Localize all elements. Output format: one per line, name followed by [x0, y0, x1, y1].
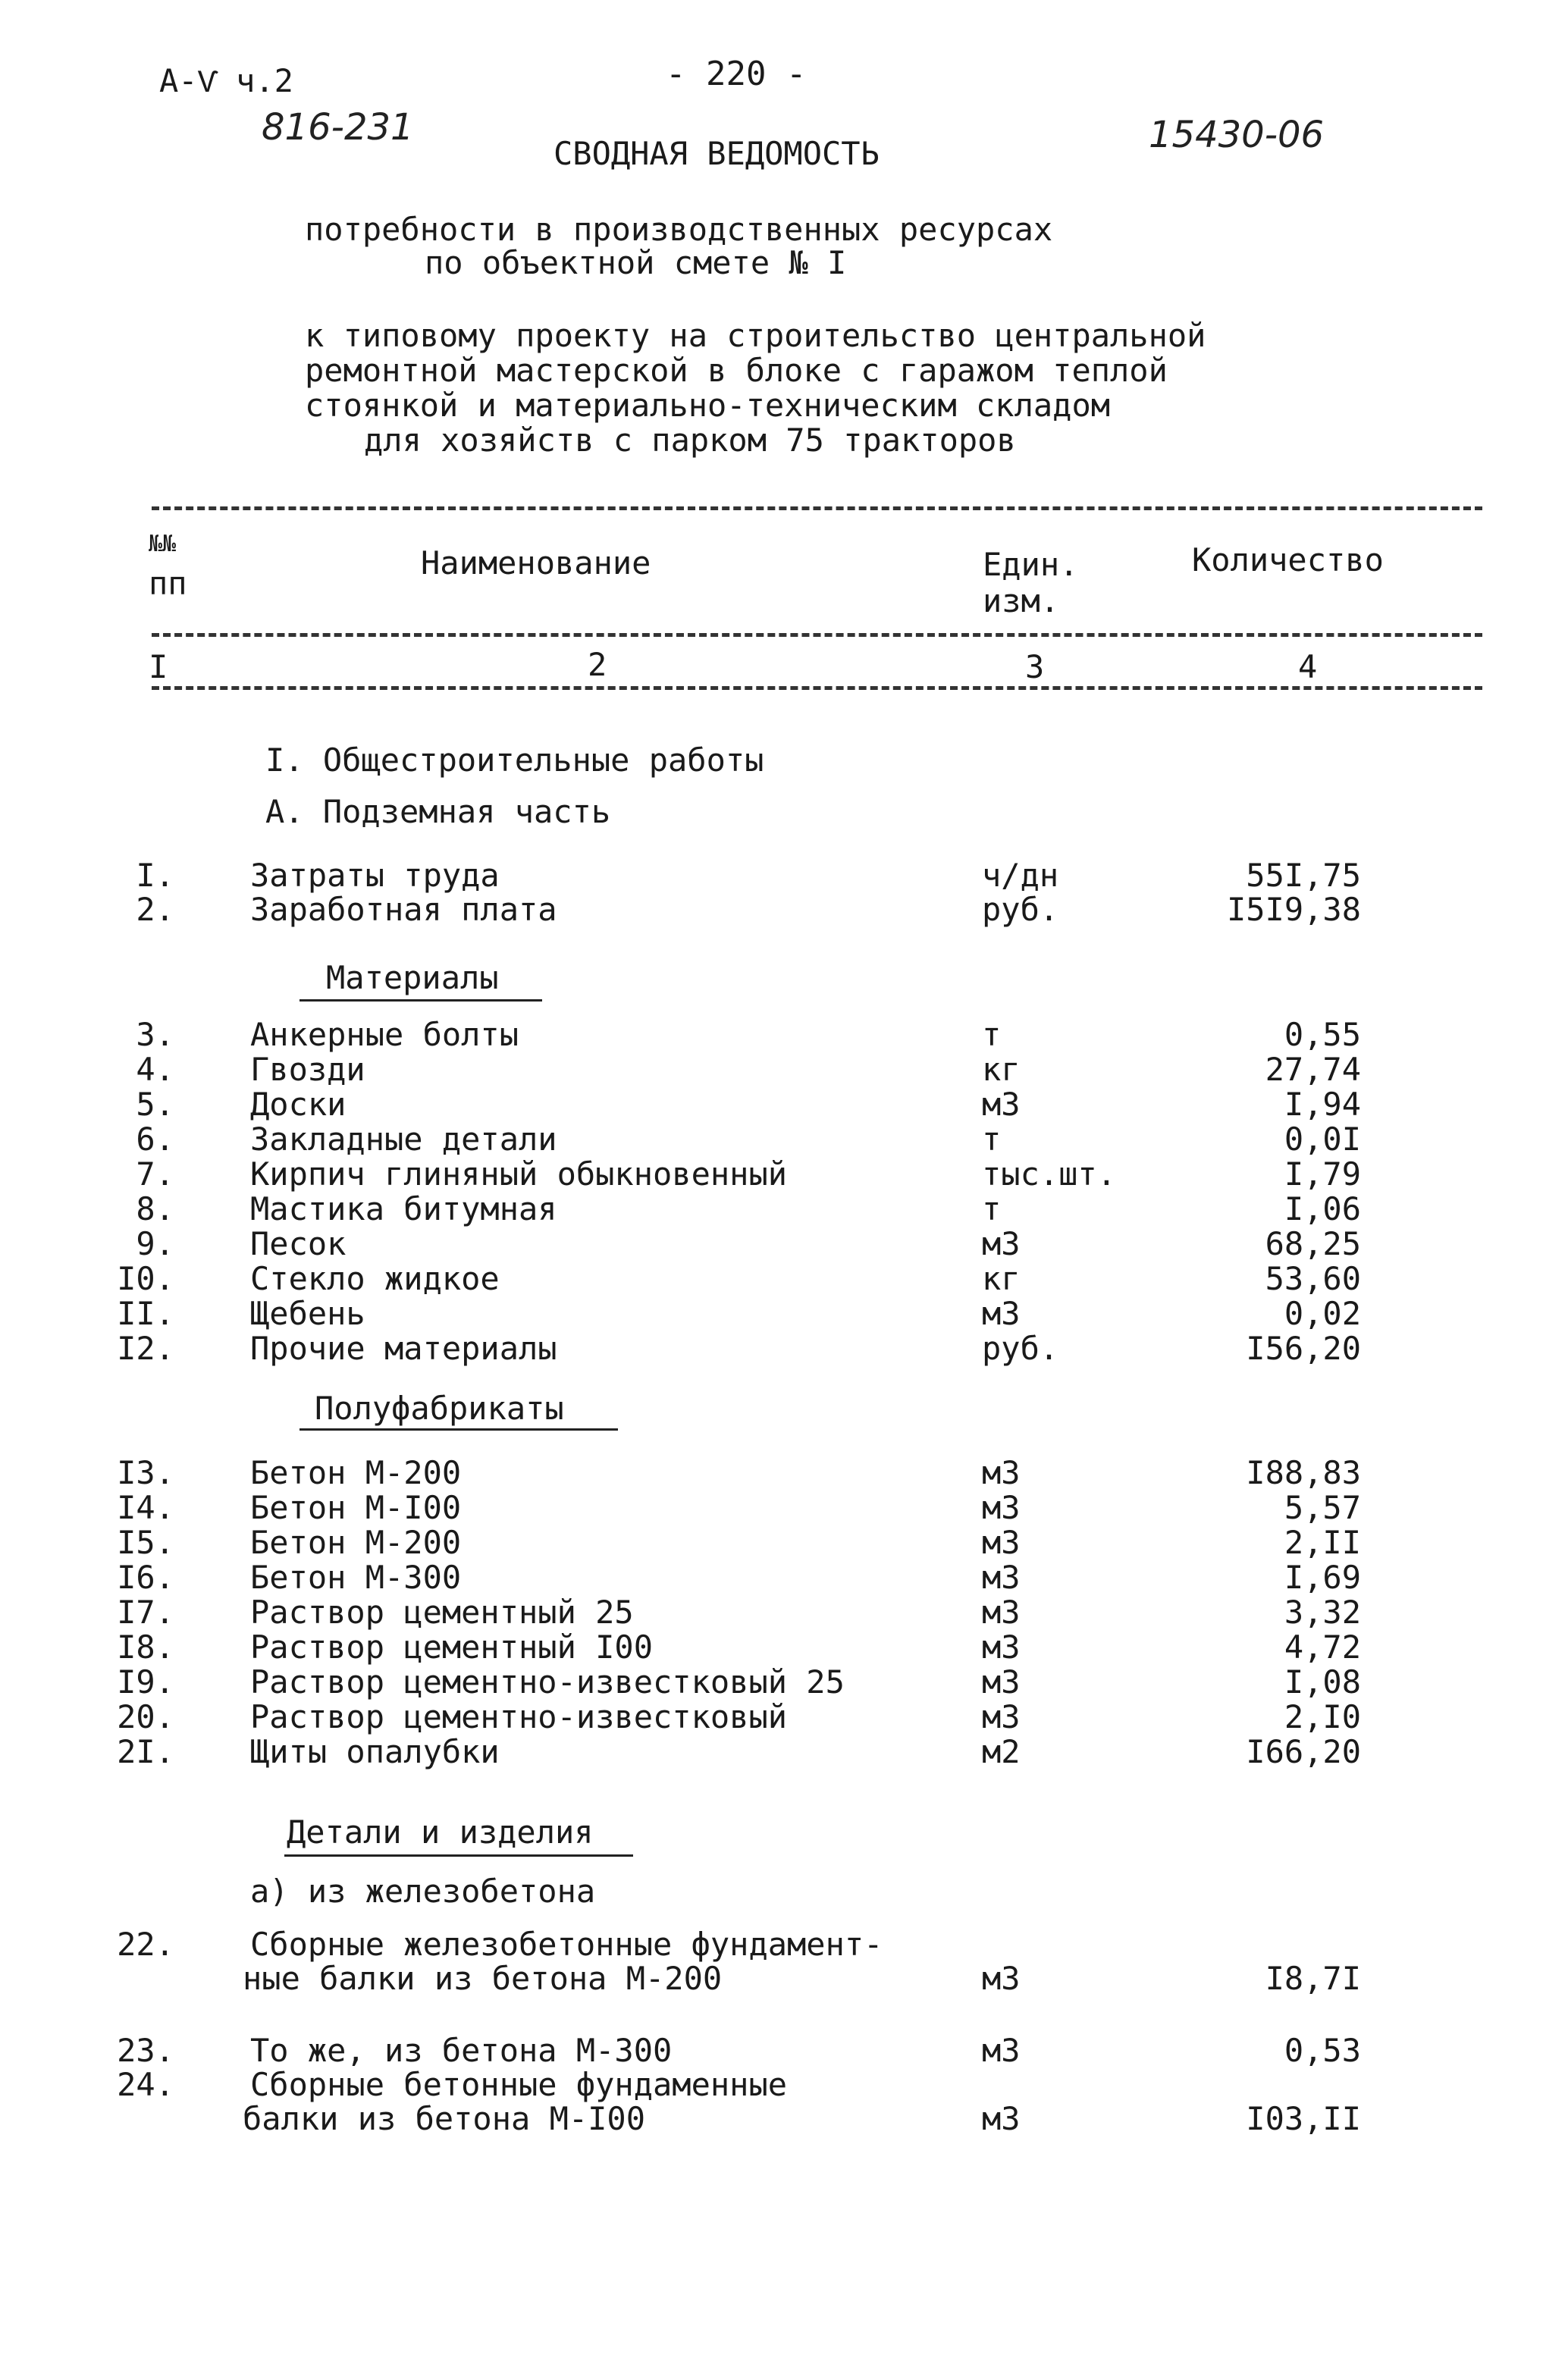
- row-quantity: 3,32: [1284, 1594, 1361, 1631]
- row-name: Прочие материалы: [250, 1330, 557, 1367]
- row-unit: м3: [982, 1698, 1021, 1735]
- row-quantity: I5I9,38: [1226, 891, 1361, 928]
- row-name: То же, из бетона М-300: [250, 2032, 673, 2069]
- table-index-rule: [152, 686, 1482, 690]
- row-number: I2.: [117, 1330, 174, 1367]
- semi-finished-heading: Полуфабрикаты: [315, 1390, 564, 1427]
- row-quantity: I56,20: [1246, 1330, 1361, 1367]
- row-name: Анкерные болты: [250, 1016, 519, 1053]
- row-name: Мастика битумная: [250, 1190, 557, 1227]
- row-unit: м3: [982, 2032, 1021, 2069]
- col-index-1: I: [149, 648, 168, 685]
- row-quantity: 0,0I: [1284, 1121, 1361, 1158]
- row-number: 9.: [136, 1225, 174, 1262]
- row-quantity: I88,83: [1246, 1454, 1361, 1491]
- table-header-rule: [152, 633, 1482, 637]
- row-number: I6.: [117, 1559, 174, 1596]
- row-unit: м3: [982, 1628, 1021, 1666]
- document-title: СВОДНАЯ ВЕДОМОСТЬ: [554, 135, 880, 172]
- row-name: Гвозди: [250, 1051, 365, 1088]
- row-unit: м3: [982, 1663, 1021, 1701]
- row-unit: м3: [982, 1960, 1021, 1997]
- row-quantity: I8,7I: [1265, 1960, 1361, 1997]
- row-name-continued: балки из бетона М-I00: [243, 2100, 646, 2137]
- row-name: Щиты опалубки: [250, 1733, 500, 1770]
- description-line-4: для хозяйств с парком 75 тракторов: [364, 422, 1016, 459]
- row-quantity: 2,I0: [1284, 1698, 1361, 1735]
- row-name: Сборные железобетонные фундамент-: [250, 1926, 883, 1963]
- row-quantity: 0,55: [1284, 1016, 1361, 1053]
- row-number: I9.: [117, 1663, 174, 1701]
- row-name: Кирпич глиняный обыкновенный: [250, 1155, 788, 1193]
- section-heading: I. Общестроительные работы: [265, 741, 764, 779]
- row-unit: м3: [982, 1594, 1021, 1631]
- row-number: I7.: [117, 1594, 174, 1631]
- row-unit: тыс.шт.: [982, 1155, 1117, 1193]
- subsection-heading: А. Подземная часть: [265, 793, 611, 830]
- row-name-continued: ные балки из бетона М-200: [243, 1960, 723, 1997]
- row-quantity: 4,72: [1284, 1628, 1361, 1666]
- row-quantity: I,79: [1284, 1155, 1361, 1193]
- parts-underline: [284, 1854, 633, 1857]
- row-quantity: I66,20: [1246, 1733, 1361, 1770]
- col-quantity-label: Количество: [1192, 541, 1384, 578]
- row-name: Бетон М-300: [250, 1559, 462, 1596]
- col-index-4: 4: [1298, 648, 1318, 685]
- row-name: Раствор цементный I00: [250, 1628, 654, 1666]
- row-quantity: 27,74: [1265, 1051, 1361, 1088]
- row-name: Щебень: [250, 1295, 365, 1332]
- row-name: Раствор цементно-известковый 25: [250, 1663, 845, 1701]
- row-unit: ч/дн: [982, 857, 1059, 894]
- semi-finished-underline: [299, 1428, 618, 1431]
- subtitle-line-2: по объектной смете № I: [425, 244, 847, 281]
- row-name: Доски: [250, 1086, 347, 1123]
- col-number-label-b: пп: [149, 565, 187, 602]
- row-unit: кг: [982, 1260, 1021, 1297]
- row-unit: м3: [982, 1559, 1021, 1596]
- row-unit: м2: [982, 1733, 1021, 1770]
- row-quantity: I,06: [1284, 1190, 1361, 1227]
- subtitle-line-1: потребности в производственных ресурсах: [305, 211, 1053, 248]
- row-number: I8.: [117, 1628, 174, 1666]
- row-quantity: 55I,75: [1246, 857, 1361, 894]
- row-unit: руб.: [982, 891, 1059, 928]
- doc-number-left: 816-231: [262, 106, 414, 149]
- row-quantity: I,94: [1284, 1086, 1361, 1123]
- parts-heading: Детали и изделия: [287, 1813, 594, 1851]
- parts-subheading: а) из железобетона: [250, 1873, 596, 1910]
- row-quantity: 0,02: [1284, 1295, 1361, 1332]
- col-name-label: Наименование: [421, 544, 651, 581]
- col-index-2: 2: [588, 646, 607, 683]
- row-quantity: 2,II: [1284, 1524, 1361, 1561]
- row-unit: руб.: [982, 1330, 1059, 1367]
- doc-number-right: 15430-06: [1149, 114, 1325, 156]
- row-unit: м3: [982, 1225, 1021, 1262]
- col-unit-label-a: Един.: [983, 546, 1079, 583]
- materials-underline: [299, 999, 542, 1002]
- row-number: I4.: [117, 1489, 174, 1526]
- row-number: 5.: [136, 1086, 174, 1123]
- row-name: Бетон М-I00: [250, 1489, 462, 1526]
- row-name: Бетон М-200: [250, 1454, 462, 1491]
- description-line-2: ремонтной мастерской в блоке с гаражом теплой: [305, 352, 1168, 389]
- row-unit: т: [982, 1016, 1002, 1053]
- row-unit: т: [982, 1121, 1002, 1158]
- row-quantity: 68,25: [1265, 1225, 1361, 1262]
- row-name: Раствор цементно-известковый: [250, 1698, 788, 1735]
- col-number-label-a: №№: [149, 531, 177, 557]
- row-unit: м3: [982, 2100, 1021, 2137]
- row-number: II.: [117, 1295, 174, 1332]
- row-number: 23.: [117, 2032, 174, 2069]
- row-unit: т: [982, 1190, 1002, 1227]
- description-line-1: к типовому проекту на строительство центральной: [305, 317, 1206, 354]
- row-quantity: I,69: [1284, 1559, 1361, 1596]
- row-number: 22.: [117, 1926, 174, 1963]
- row-number: 2.: [136, 891, 174, 928]
- row-number: 6.: [136, 1121, 174, 1158]
- row-name: Стекло жидкое: [250, 1260, 500, 1297]
- row-unit: м3: [982, 1454, 1021, 1491]
- row-quantity: 53,60: [1265, 1260, 1361, 1297]
- row-name: Затраты труда: [250, 857, 500, 894]
- row-unit: м3: [982, 1524, 1021, 1561]
- materials-heading: Материалы: [326, 959, 499, 996]
- row-unit: м3: [982, 1489, 1021, 1526]
- row-name: Песок: [250, 1225, 347, 1262]
- row-quantity: I,08: [1284, 1663, 1361, 1701]
- row-number: 3.: [136, 1016, 174, 1053]
- row-number: I3.: [117, 1454, 174, 1491]
- row-number: I5.: [117, 1524, 174, 1561]
- row-number: 4.: [136, 1051, 174, 1088]
- row-number: 2I.: [117, 1733, 174, 1770]
- row-name: Бетон М-200: [250, 1524, 462, 1561]
- col-index-3: 3: [1025, 648, 1045, 685]
- row-name: Заработная плата: [250, 891, 557, 928]
- col-unit-label-b: изм.: [983, 582, 1060, 619]
- row-number: 20.: [117, 1698, 174, 1735]
- description-line-3: стоянкой и материально-техническим складом: [305, 387, 1111, 424]
- row-number: 7.: [136, 1155, 174, 1193]
- row-quantity: 5,57: [1284, 1489, 1361, 1526]
- row-number: 8.: [136, 1190, 174, 1227]
- row-name: Закладные детали: [250, 1121, 557, 1158]
- row-number: I.: [136, 857, 174, 894]
- row-number: 24.: [117, 2066, 174, 2103]
- row-unit: м3: [982, 1295, 1021, 1332]
- row-number: I0.: [117, 1260, 174, 1297]
- table-top-rule: [152, 506, 1482, 510]
- row-quantity: 0,53: [1284, 2032, 1361, 2069]
- stamp-left: А-Ѵ ч.2: [159, 62, 293, 99]
- row-unit: м3: [982, 1086, 1021, 1123]
- row-quantity: I03,II: [1246, 2100, 1361, 2137]
- page-number: - 220 -: [666, 55, 807, 93]
- row-name: Сборные бетонные фундаменные: [250, 2066, 788, 2103]
- row-name: Раствор цементный 25: [250, 1594, 634, 1631]
- row-unit: кг: [982, 1051, 1021, 1088]
